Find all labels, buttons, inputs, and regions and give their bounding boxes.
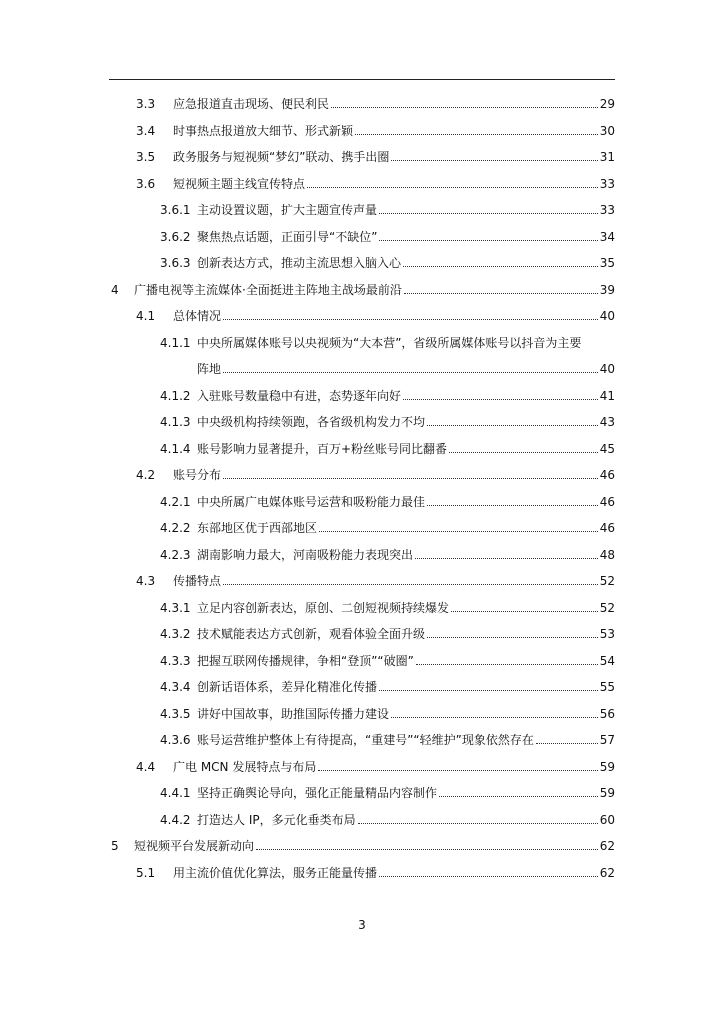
toc-entry-title: 技术赋能表达方式创新，观看体验全面升级	[197, 627, 426, 641]
dot-leader	[449, 452, 598, 453]
toc-entry-number: 4.1.1	[160, 336, 191, 350]
toc-entry-page: 31	[599, 150, 615, 164]
toc-entry-body	[197, 598, 615, 618]
toc-entry-title: 聚焦热点话题，正面引导“不缺位”	[197, 230, 378, 244]
toc-entry-page: 34	[599, 230, 615, 244]
toc-entry-page: 60	[599, 813, 615, 827]
toc-entry-number: 4.2.1	[160, 495, 191, 509]
toc-entry-body	[197, 810, 615, 830]
toc-entry-title: 把握互联网传播规律，争相“登顶”“破圈”	[197, 654, 414, 668]
toc-entry-page: 53	[599, 627, 615, 641]
toc-entry-body	[134, 836, 615, 856]
dot-leader	[536, 743, 598, 744]
toc-entry-page: 46	[599, 521, 615, 535]
toc-entry[interactable]	[0, 651, 724, 671]
toc-entry-title: 总体情况	[173, 309, 222, 323]
toc-entry[interactable]	[0, 94, 724, 114]
toc-entry[interactable]	[0, 174, 724, 194]
dot-leader	[319, 531, 598, 532]
toc-entry-number: 4.1	[136, 309, 156, 323]
toc-entry-number: 3.4	[136, 124, 156, 138]
toc-entry-page: 62	[599, 866, 615, 880]
dot-leader	[403, 399, 598, 400]
toc-entry-page: 59	[599, 786, 615, 800]
toc-entry-number: 4.3.4	[160, 680, 191, 694]
toc-entry-body	[197, 359, 615, 379]
toc-entry-page: 59	[599, 760, 615, 774]
toc-entry[interactable]	[0, 598, 724, 618]
toc-entry-title: 打造达人 IP，多元化垂类布局	[197, 813, 356, 827]
dot-leader	[256, 849, 598, 850]
dot-leader	[439, 796, 598, 797]
toc-entry-page: 52	[599, 574, 615, 588]
toc-entry[interactable]	[0, 571, 724, 591]
toc-entry-number: 4.3.3	[160, 654, 191, 668]
toc-entry-body	[173, 121, 615, 141]
toc-entry[interactable]	[0, 836, 724, 856]
toc-entry[interactable]	[0, 810, 724, 830]
toc-entry-title-cont: 阵地	[197, 362, 222, 376]
toc-entry-number: 4.3.2	[160, 627, 191, 641]
toc-entry-page: 43	[599, 415, 615, 429]
toc-entry-number: 4.1.2	[160, 389, 191, 403]
toc-entry-title: 广电 MCN 发展特点与布局	[173, 760, 317, 774]
page-number: 3	[358, 918, 366, 932]
toc-entry-body	[173, 571, 615, 591]
toc-entry-continuation[interactable]	[0, 359, 724, 379]
toc-entry-title: 东部地区优于西部地区	[197, 521, 318, 535]
toc-entry-number: 5	[111, 839, 119, 853]
toc-entry-title: 政务服务与短视频“梦幻”联动、携手出圈	[173, 150, 390, 164]
toc-entry-page: 46	[599, 495, 615, 509]
dot-leader	[223, 584, 598, 585]
dot-leader	[391, 717, 598, 718]
dot-leader	[404, 293, 598, 294]
toc-entry-title: 入驻账号数量稳中有进，态势逐年向好	[197, 389, 402, 403]
toc-entry-number: 4.2	[136, 468, 156, 482]
toc-entry-number: 4.1.4	[160, 442, 191, 456]
toc-entry-body	[197, 253, 615, 273]
toc-entry-page: 35	[599, 256, 615, 270]
toc-entry-number: 3.6.2	[160, 230, 191, 244]
toc-entry-page: 55	[599, 680, 615, 694]
toc-entry-body	[197, 677, 615, 697]
toc-entry[interactable]	[0, 147, 724, 167]
toc-entry[interactable]	[0, 492, 724, 512]
toc-entry[interactable]	[0, 624, 724, 644]
toc-entry-page: 40	[599, 309, 615, 323]
dot-leader	[223, 372, 598, 373]
toc-entry-page: 46	[599, 468, 615, 482]
toc-entry-body	[173, 465, 615, 485]
toc-entry-number: 4.3.5	[160, 707, 191, 721]
toc-entry[interactable]	[0, 280, 724, 300]
toc-entry-title: 账号影响力显著提升，百万+粉丝账号同比翻番	[197, 442, 448, 456]
toc-entry-title: 中央所属广电媒体账号运营和吸粉能力最佳	[197, 495, 426, 509]
toc-entry-body	[197, 704, 615, 724]
dot-leader	[391, 160, 597, 161]
toc-entry-page: 30	[599, 124, 615, 138]
dot-leader	[427, 637, 598, 638]
dot-leader	[331, 107, 598, 108]
toc-entry-body	[197, 227, 615, 247]
toc-entry-title: 用主流价值优化算法，服务正能量传播	[173, 866, 378, 880]
toc-entry-body	[197, 412, 615, 432]
toc-entry-number: 4.2.3	[160, 548, 191, 562]
toc-entry-body	[173, 757, 615, 777]
toc-entry[interactable]	[0, 757, 724, 777]
toc-entry[interactable]	[0, 518, 724, 538]
dot-leader	[427, 505, 598, 506]
toc-entry-body	[173, 306, 615, 326]
toc-entry-page: 52	[599, 601, 615, 615]
toc-entry-number: 4.3.1	[160, 601, 191, 615]
toc-entry-title: 时事热点报道放大细节、形式新颖	[173, 124, 354, 138]
toc-entry-page: 39	[599, 283, 615, 297]
header-rule	[109, 79, 615, 80]
toc-entry-page: 41	[599, 389, 615, 403]
toc-entry-page: 45	[599, 442, 615, 456]
toc-entry-title: 短视频平台发展新动向	[134, 839, 255, 853]
toc-entry-title: 坚持正确舆论导向，强化正能量精品内容制作	[197, 786, 438, 800]
toc-entry-title: 主动设置议题，扩大主题宣传声量	[197, 203, 378, 217]
toc-entry-body	[197, 439, 615, 459]
dot-leader	[415, 558, 598, 559]
toc-entry-number: 4.2.2	[160, 521, 191, 535]
toc-entry-body	[197, 783, 615, 803]
dot-leader	[358, 823, 598, 824]
toc-entry[interactable]	[0, 333, 724, 353]
toc-entry-body	[197, 386, 615, 406]
dot-leader	[379, 876, 598, 877]
toc-entry[interactable]	[0, 439, 724, 459]
toc-entry-title: 账号运营维护整体上有待提高，“重建号”“轻维护”现象依然存在	[197, 733, 534, 747]
dot-leader	[379, 240, 597, 241]
toc-entry-body	[134, 280, 615, 300]
dot-leader	[307, 187, 598, 188]
toc-entry[interactable]	[0, 783, 724, 803]
toc-entry-number: 3.5	[136, 150, 156, 164]
dot-leader	[403, 266, 598, 267]
toc-entry-title: 传播特点	[173, 574, 222, 588]
toc-entry-body	[197, 518, 615, 538]
toc-entry[interactable]	[0, 677, 724, 697]
toc-entry[interactable]	[0, 200, 724, 220]
toc-entry[interactable]	[0, 253, 724, 273]
toc-entry-body	[197, 651, 615, 671]
toc-entry-body	[197, 492, 615, 512]
toc-entry-page: 29	[599, 97, 615, 111]
dot-leader	[223, 319, 598, 320]
dot-leader	[379, 690, 598, 691]
toc-entry-title: 短视频主题主线宣传特点	[173, 177, 306, 191]
dot-leader	[318, 770, 597, 771]
toc-entry-number: 4.3.6	[160, 733, 191, 747]
toc-entry-number: 4.4.1	[160, 786, 191, 800]
toc-entry[interactable]	[0, 730, 724, 750]
toc-entry-page: 40	[599, 362, 615, 376]
toc-entry-number: 4.4.2	[160, 813, 191, 827]
dot-leader	[223, 478, 598, 479]
toc-entry-number: 4.4	[136, 760, 156, 774]
toc-entry[interactable]	[0, 227, 724, 247]
toc-entry[interactable]	[0, 121, 724, 141]
toc-entry-page: 33	[599, 177, 615, 191]
toc-entry-page: 48	[599, 548, 615, 562]
dot-leader	[355, 134, 598, 135]
toc-entry[interactable]	[0, 863, 724, 883]
toc-entry[interactable]	[0, 306, 724, 326]
toc-entry-page: 62	[599, 839, 615, 853]
toc-entry-page: 33	[599, 203, 615, 217]
toc-entry-page: 57	[599, 733, 615, 747]
toc-entry-title: 创新表达方式，推动主流思想入脑入心	[197, 256, 402, 270]
toc-entry-page: 54	[599, 654, 615, 668]
dot-leader	[427, 425, 598, 426]
toc-entry-body	[173, 863, 615, 883]
toc-entry-number: 4.3	[136, 574, 156, 588]
toc-entry-number: 4	[111, 283, 119, 297]
toc-entry-title: 中央级机构持续领跑，各省级机构发力不均	[197, 415, 426, 429]
toc-entry[interactable]	[0, 465, 724, 485]
dot-leader	[416, 664, 598, 665]
toc-entry-title: 账号分布	[173, 468, 222, 482]
toc-entry-title: 讲好中国故事，助推国际传播力建设	[197, 707, 390, 721]
toc-entry[interactable]	[0, 412, 724, 432]
toc-entry-number: 3.6	[136, 177, 156, 191]
toc-entry-title: 湖南影响力最大，河南吸粉能力表现突出	[197, 548, 414, 562]
toc-entry-body	[197, 200, 615, 220]
toc-entry-body	[173, 147, 615, 167]
toc-entry-title: 中央所属媒体账号以央视频为“大本营”，省级所属媒体账号以抖音为主要	[197, 336, 582, 350]
toc-entry-body	[173, 94, 615, 114]
dot-leader	[451, 611, 598, 612]
dot-leader	[379, 213, 598, 214]
toc-entry-title: 创新话语体系，差异化精准化传播	[197, 680, 378, 694]
toc-entry-number: 3.3	[136, 97, 156, 111]
toc-entry-body	[197, 730, 615, 750]
toc-entry-title: 立足内容创新表达，原创、二创短视频持续爆发	[197, 601, 450, 615]
toc-entry-body	[197, 545, 615, 565]
toc-entry-number: 3.6.1	[160, 203, 191, 217]
toc-entry-number: 4.1.3	[160, 415, 191, 429]
toc-entry[interactable]	[0, 545, 724, 565]
toc-entry-body	[173, 174, 615, 194]
toc-entry-title: 广播电视等主流媒体·全面挺进主阵地主战场最前沿	[134, 283, 402, 297]
toc-entry-title: 应急报道直击现场、便民利民	[173, 97, 330, 111]
toc-entry[interactable]	[0, 704, 724, 724]
toc-entry[interactable]	[0, 386, 724, 406]
toc-entry-page: 56	[599, 707, 615, 721]
toc-entry-body	[197, 624, 615, 644]
toc-entry-number: 5.1	[136, 866, 156, 880]
toc-entry-number: 3.6.3	[160, 256, 191, 270]
